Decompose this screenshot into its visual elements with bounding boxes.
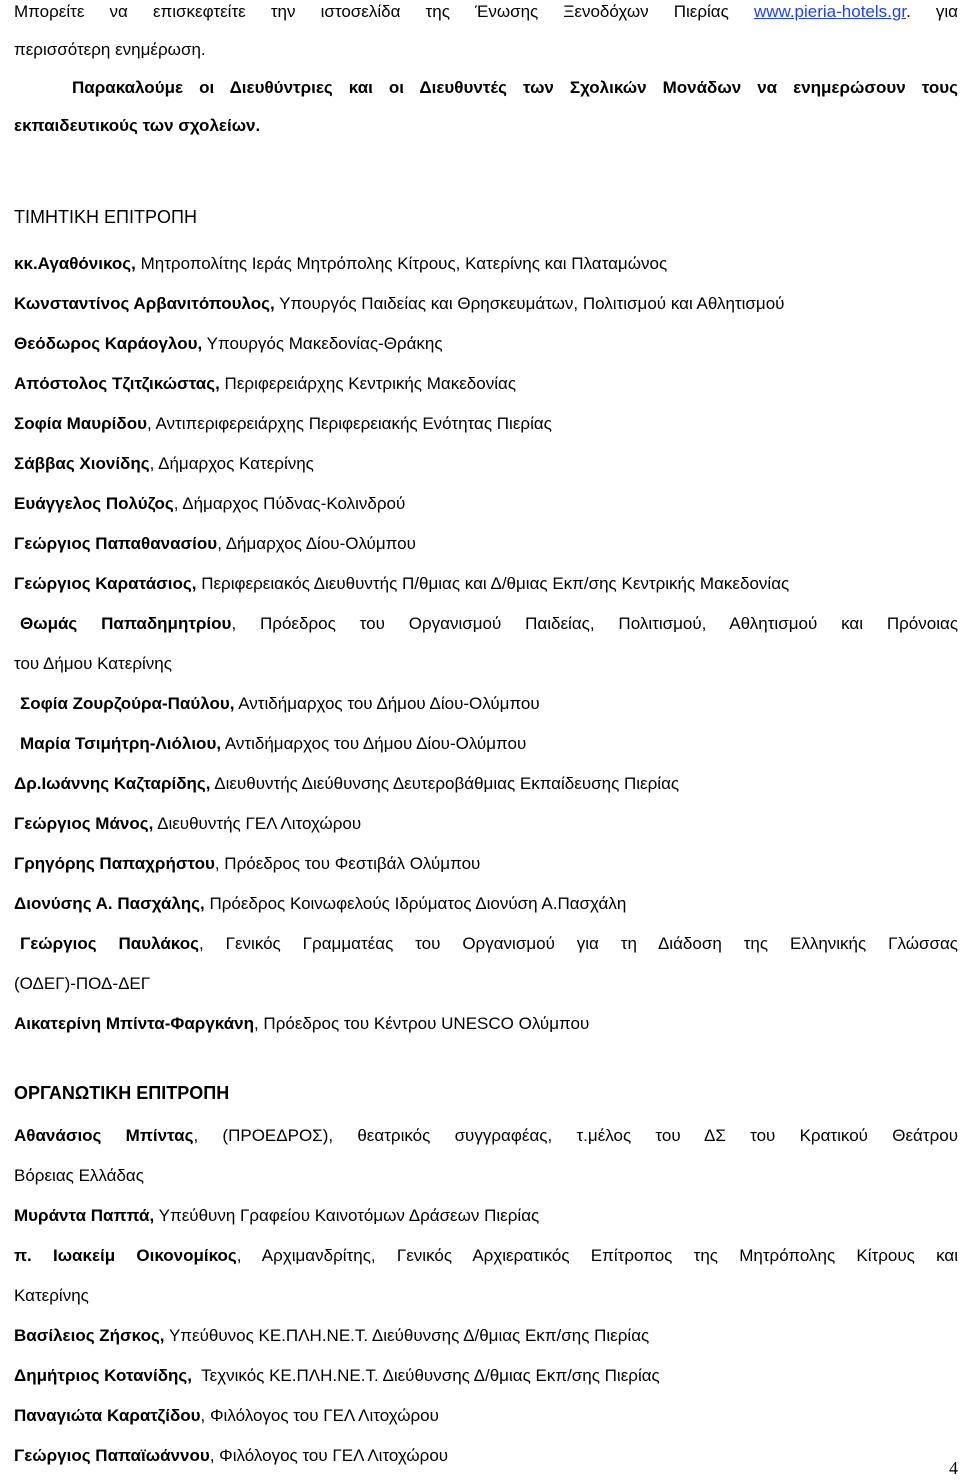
member-role-continued: Βόρειας Ελλάδας bbox=[14, 1166, 144, 1185]
organizing-committee-list bbox=[14, 1116, 958, 1476]
member-name: Σάββας Χιονίδης bbox=[14, 454, 150, 473]
member-role: Υπουργός Μακεδονίας-Θράκης bbox=[202, 334, 443, 353]
member-row bbox=[14, 284, 958, 324]
member-row bbox=[14, 924, 958, 964]
member-role: , Φιλόλογος του ΓΕΛ Λιτοχώρου bbox=[209, 1446, 449, 1465]
member-name: Θωμάς Παπαδημητρίου bbox=[20, 614, 232, 633]
intro-tail: . για bbox=[906, 2, 958, 21]
member-role: , Γενικός Γραμματέας του Οργανισμού για τη Διάδοση της Ελληνικής Γλώσσας bbox=[198, 934, 958, 953]
honorary-committee-list bbox=[14, 244, 958, 1044]
page-number: 4 bbox=[949, 1458, 958, 1478]
member-role: Υπεύθυνη Γραφείου Καινοτόμων Δράσεων Πιερίας bbox=[154, 1206, 540, 1225]
member-name: π. Ιωακείμ Οικονομίκος bbox=[14, 1246, 237, 1265]
member-row bbox=[14, 1316, 958, 1356]
member-name: Μαρία Τσιμήτρη-Λιόλιου, bbox=[20, 734, 222, 753]
member-row bbox=[14, 884, 958, 924]
member-role: Αντιδήμαρχος του Δήμου Δίου-Ολύμπου bbox=[221, 734, 527, 753]
member-role: Υπεύθυνος ΚΕ.ΠΛΗ.ΝΕ.Τ. Διεύθυνσης Δ/θμιας Εκπ/σης Πιερίας bbox=[164, 1326, 650, 1345]
document-page bbox=[14, 0, 958, 1476]
member-name: Σοφία Ζουρζούρα-Παύλου, bbox=[20, 694, 235, 713]
member-role: Περιφερειάρχης Κεντρικής Μακεδονίας bbox=[219, 374, 517, 393]
member-role: Περιφερειακός Διευθυντής Π/θμιας και Δ/θμιας Εκπ/σης Κεντρικής Μακεδονίας bbox=[196, 574, 790, 593]
member-row bbox=[14, 604, 958, 644]
member-name: κκ.Αγαθόνικος, bbox=[14, 254, 136, 273]
member-row bbox=[14, 684, 958, 724]
member-role-continued: του Δήμου Κατερίνης bbox=[14, 654, 172, 673]
member-role: , Πρόεδρος του Οργανισμού Παιδείας, Πολιτισμού, Αθλητισμού και Πρόνοιας bbox=[231, 614, 959, 633]
member-row bbox=[14, 564, 958, 604]
member-name: Δρ.Ιωάννης Καζταρίδης, bbox=[14, 774, 211, 793]
member-name: Βασίλειος Ζήσκος, bbox=[14, 1326, 165, 1345]
member-role-continued: (ΟΔΕΓ)-ΠΟΔ-ΔΕΓ bbox=[14, 974, 151, 993]
member-name: Παναγιώτα Καρατζίδου bbox=[14, 1406, 201, 1425]
member-name: Γεώργιος Μάνος, bbox=[14, 814, 154, 833]
honorary-committee-title: ΤΙΜΗΤΙΚΗ ΕΠΙΤΡΟΠΗ bbox=[14, 207, 197, 227]
member-role: , (ΠΡΟΕΔΡΟΣ), θεατρικός συγγραφέας, τ.μέλος του ΔΣ του Κρατικού Θεάτρου bbox=[193, 1126, 959, 1145]
member-row bbox=[14, 324, 958, 364]
request-line-1: Παρακαλούμε οι Διευθύντριες και οι Διευθυντές των Σχολικών Μονάδων να ενημερώσουν τους bbox=[72, 78, 958, 97]
member-row bbox=[14, 1236, 958, 1276]
member-role: , Πρόεδρος του Κέντρου UNESCO Ολύμπου bbox=[253, 1014, 590, 1033]
member-row bbox=[14, 764, 958, 804]
member-row bbox=[14, 484, 958, 524]
member-row bbox=[14, 1356, 958, 1396]
member-role: , Δήμαρχος Δίου-Ολύμπου bbox=[217, 534, 416, 553]
member-row bbox=[14, 244, 958, 284]
member-name: Σοφία Μαυρίδου bbox=[14, 414, 147, 433]
member-role: Πρόεδρος Κοινωφελούς Ιδρύματος Διονύση Α.Πασχάλη bbox=[204, 894, 627, 913]
member-name: Αθανάσιος Μπίντας bbox=[14, 1126, 194, 1145]
member-row bbox=[14, 1004, 958, 1044]
member-name: Διονύσης Α. Πασχάλης, bbox=[14, 894, 205, 913]
member-role-continued: Κατερίνης bbox=[14, 1286, 89, 1305]
member-name: Δημήτριος Κοτανίδης, bbox=[14, 1366, 192, 1385]
intro-line-1 bbox=[14, 0, 958, 36]
member-row bbox=[14, 1436, 958, 1476]
member-row bbox=[14, 364, 958, 404]
member-name: Ευάγγελος Πολύζος bbox=[14, 494, 174, 513]
member-row bbox=[14, 724, 958, 764]
request-line-2: εκπαιδευτικούς των σχολείων. bbox=[14, 116, 261, 135]
member-role: , Αρχιμανδρίτης, Γενικός Αρχιερατικός Επίτροπος της Μητρόπολης Κίτρους και bbox=[236, 1246, 959, 1265]
member-role: Αντιδήμαρχος του Δήμου Δίου-Ολύμπου bbox=[234, 694, 540, 713]
member-row bbox=[14, 1196, 958, 1236]
member-name: Γεώργιος Παπαϊωάννου bbox=[14, 1446, 210, 1465]
member-name: Αικατερίνη Μπίντα-Φαργκάνη bbox=[14, 1014, 254, 1033]
member-row bbox=[14, 444, 958, 484]
member-role: Τεχνικός ΚΕ.ΠΛΗ.ΝΕ.Τ. Διεύθυνσης Δ/θμιας Εκπ/σης Πιερίας bbox=[191, 1366, 660, 1385]
member-name: Γεώργιος Παπαθανασίου bbox=[14, 534, 218, 553]
member-role: , Αντιπεριφερειάρχης Περιφερειακής Ενότητας Πιερίας bbox=[146, 414, 552, 433]
member-row bbox=[14, 524, 958, 564]
hotels-website-link[interactable]: www.pieria-hotels.gr bbox=[753, 2, 907, 21]
member-role: Υπουργός Παιδείας και Θρησκευμάτων, Πολιτισμού και Αθλητισμού bbox=[274, 294, 785, 313]
member-row bbox=[14, 1116, 958, 1156]
member-role: , Δήμαρχος Πύδνας-Κολινδρού bbox=[173, 494, 406, 513]
member-name: Κωνσταντίνος Αρβανιτόπουλος, bbox=[14, 294, 275, 313]
member-role: , Φιλόλογος του ΓΕΛ Λιτοχώρου bbox=[200, 1406, 439, 1425]
intro-line-2: περισσότερη ενημέρωση. bbox=[14, 40, 206, 59]
intro-paragraph bbox=[14, 0, 958, 150]
member-row bbox=[14, 804, 958, 844]
member-role: Διευθυντής ΓΕΛ Λιτοχώρου bbox=[153, 814, 362, 833]
member-row bbox=[14, 404, 958, 444]
member-name: Γρηγόρης Παπαχρήστου bbox=[14, 854, 215, 873]
member-role: , Δήμαρχος Κατερίνης bbox=[149, 454, 314, 473]
member-role: Μητροπολίτης Ιεράς Μητρόπολης Κίτρους, Κατερίνης και Πλαταμώνος bbox=[135, 254, 668, 273]
intro-text: Μπορείτε να επισκεφτείτε την ιστοσελίδα της Ένωσης Ξενοδόχων Πιερίας bbox=[14, 2, 729, 21]
member-row bbox=[14, 844, 958, 884]
member-row bbox=[14, 1396, 958, 1436]
member-role: Διευθυντής Διεύθυνσης Δευτεροβάθμιας Εκπαίδευσης Πιερίας bbox=[210, 774, 680, 793]
organizing-committee-title: ΟΡΓΑΝΩΤΙΚΗ ΕΠΙΤΡΟΠΗ bbox=[14, 1083, 230, 1103]
member-name: Μυράντα Παππά, bbox=[14, 1206, 155, 1225]
member-name: Γεώργιος Παυλάκος bbox=[20, 934, 199, 953]
member-name: Θεόδωρος Καράογλου, bbox=[14, 334, 203, 353]
member-role: , Πρόεδρος του Φεστιβάλ Ολύμπου bbox=[214, 854, 481, 873]
member-name: Απόστολος Τζιτζικώστας, bbox=[14, 374, 220, 393]
member-name: Γεώργιος Καρατάσιος, bbox=[14, 574, 197, 593]
